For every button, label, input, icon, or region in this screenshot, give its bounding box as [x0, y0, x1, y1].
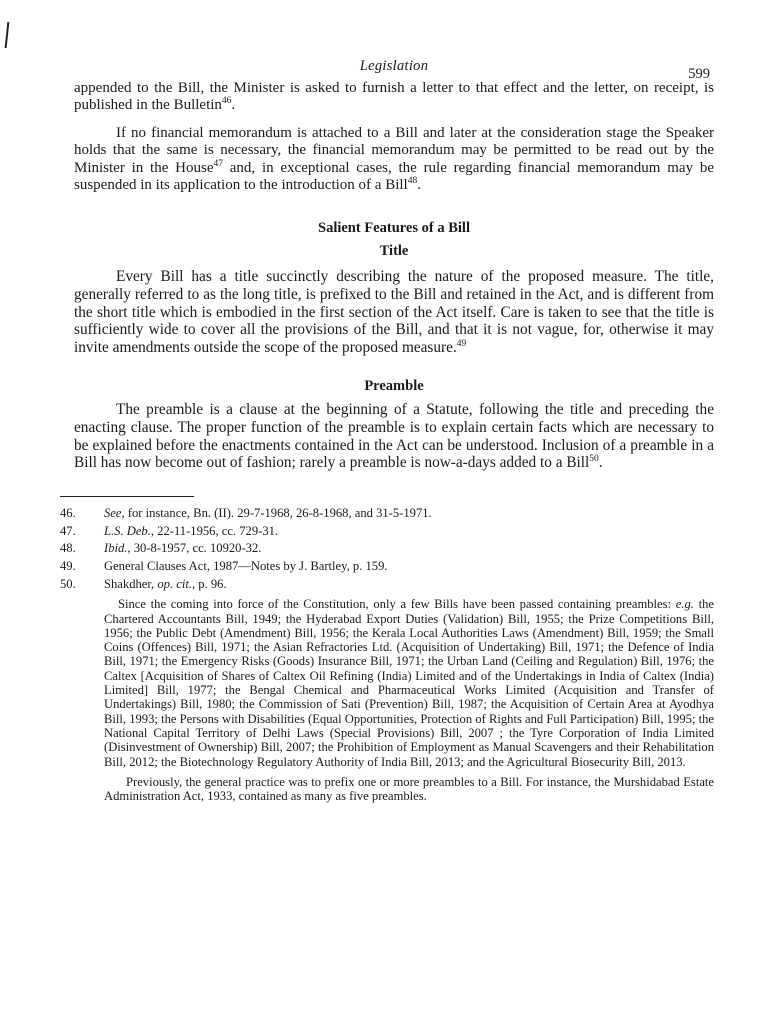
footnotes — [60, 505, 714, 803]
footnote-50-previous-practice: Previously, the general practice was to prefix one or more preambles to a Bill. For instance, the Murshidabad Estate Administration Act, 1933, contained as many as five preambles. — [104, 774, 714, 804]
footnote-47 — [60, 523, 714, 541]
footnote-body: for instance, Bn. (II). 29-7-1968, 26-8-1968, and 31-5-1971. — [124, 506, 432, 521]
footnote-46 — [60, 505, 714, 523]
footnote-body: p. 96. — [195, 576, 227, 591]
footnote-body: Shakdher, — [104, 576, 158, 591]
footnote-italic: L.S. Deb., — [104, 523, 155, 538]
footnote-50-preamble-list — [104, 597, 714, 769]
paragraph-text: Every Bill has a title succinctly describing the nature of the proposed measure. The title, generally referred to as the long title, is prefixed to the Bill and retained in the Act, and is different from the short title which is embodied in the first section of the Act itself. Care is taken to see that the title is sufficiently wide to cover all the provisions of the Bill, and that it is not vague, for, otherwise it may invite amendments outside the scope of the proposed measure. — [74, 268, 714, 356]
footnote-48 — [60, 540, 714, 558]
footnote-number: 48. — [60, 541, 76, 556]
paragraph-text: The preamble is a clause at the beginning of a Statute, following the title and preceding the enacting clause. The proper function of the preamble is to explain certain facts which are necessary to be explained before the enactments contained in the Act can be understood. Inclusion of a preamble in a Bill has now become out of fashion; rarely a preamble is now-a-days added to a Bill — [74, 401, 714, 472]
footnote-number: 47. — [60, 523, 76, 538]
footnote-divider — [60, 496, 194, 498]
running-head: Legislation — [359, 58, 429, 74]
footnote-text — [104, 540, 714, 558]
footnote-ref: 50 — [589, 454, 599, 465]
footnote-italic: Ibid., — [104, 541, 131, 556]
section-heading-salient-features: Salient Features of a Bill — [318, 220, 470, 237]
preamble-paragraph — [74, 401, 714, 471]
page-number: 599 — [688, 66, 710, 82]
book-page — [60, 56, 714, 804]
punctuation: . — [231, 97, 236, 114]
footnote-body: Since the coming into force of the Constitution, only a few Bills have been passed containing preambles: — [118, 597, 676, 612]
footnote-ref: 48 — [407, 176, 418, 187]
footnote-text — [104, 576, 714, 594]
paragraph-text: If no financial memorandum is attached to a Bill and later at the consideration stage the Speaker holds that the same is necessary, the financial memorandum may be permitted to be read out by the Minister in the House — [74, 124, 714, 176]
financial-memorandum-paragraph — [74, 125, 714, 195]
footnote-number: 49. — [60, 559, 76, 574]
subsection-heading-preamble: Preamble — [364, 378, 424, 395]
footnote-body: 22-11-1956, cc. 729-31. — [154, 523, 279, 538]
title-paragraph — [74, 268, 714, 356]
footnote-italic: op. cit., — [157, 576, 196, 591]
page-header — [74, 56, 714, 80]
punctuation: . — [598, 454, 603, 472]
footnote-italic: See, — [104, 506, 125, 521]
footnote-number: 50. — [60, 576, 76, 591]
footnote-ref: 49 — [456, 338, 467, 349]
title-section-body — [74, 268, 714, 356]
footnote-body: 30-8-1957, cc. 10920-32. — [130, 541, 262, 556]
punctuation: . — [417, 177, 421, 194]
paragraph-text: appended to the Bill, the Minister is asked to furnish a letter to that effect and the letter, on receipt, is published in the Bulletin — [74, 80, 714, 114]
footnote-italic: e.g. — [675, 597, 694, 612]
subsection-heading-title: Title — [379, 243, 409, 260]
footnote-50 — [60, 576, 714, 594]
margin-pen-mark — [5, 22, 10, 48]
continued-paragraph — [74, 80, 714, 115]
preamble-section-body — [74, 401, 714, 471]
footnote-text: General Clauses Act, 1987—Notes by J. Bartley, p. 159. — [104, 559, 388, 574]
footnote-ref: 47 — [213, 158, 223, 169]
footnote-number: 46. — [60, 506, 76, 521]
footnote-49 — [60, 558, 714, 576]
paragraph-text: and, in exceptional cases, the rule regarding financial memorandum may be suspended in its application to the introduction of a Bill — [74, 159, 714, 194]
footnote-text — [104, 523, 714, 541]
footnote-ref: 46 — [221, 96, 232, 107]
footnote-text — [104, 505, 714, 523]
footnote-body: the Chartered Accountants Bill, 1949; the Hyderabad Export Duties (Validation) Bill, 1955; the Prize Competitions Bill, 1956; the Public Debt (Amendment) Bill, 1956; the Kerala Local Authorities Laws (Amendment) Bill, 1959; the Small Coins (Offences) Bill, 1971; the Asian Refractories Ltd. (Acquisition of Undertaking) Bill, 1971; the Defence of India Bill, 1971; the Emergency Risks (Goods) Insurance Bill, 1971; the Urban Land (Ceiling and Regulation) Bill, 1976; the Caltex [Acquisition of Shares of Caltex Oil Refining (India) Limited and of the Undertakings in India of Caltex (India) Limited] Bill, 1977; the Bengal Chemical and Pharmaceutical Works Limited (Acquisition and Transfer of Undertakings) Bill, 1980; the Commission of Sati (Prevention) Bill, 1987; the Acquisition of Certain Area at Ayodhya Bill, 1993; the Persons with Disabilities (Equal Opportunities, Protection of Rights and Full Participation) Bill, 1995; the National Capital Territory of Delhi Laws (Special Provisions) Bill, 2007 ; the Tyre Corporation of India Limited (Disinvestment of Ownership) Bill, 2007; the Prohibition of Employment as Manual Scavengers and their Rehabilitation Bill, 2012; the Biotechnology Regulatory Authority of India Bill, 2013; and the Agricultural Biosecurity Bill, 2013. — [104, 597, 714, 769]
